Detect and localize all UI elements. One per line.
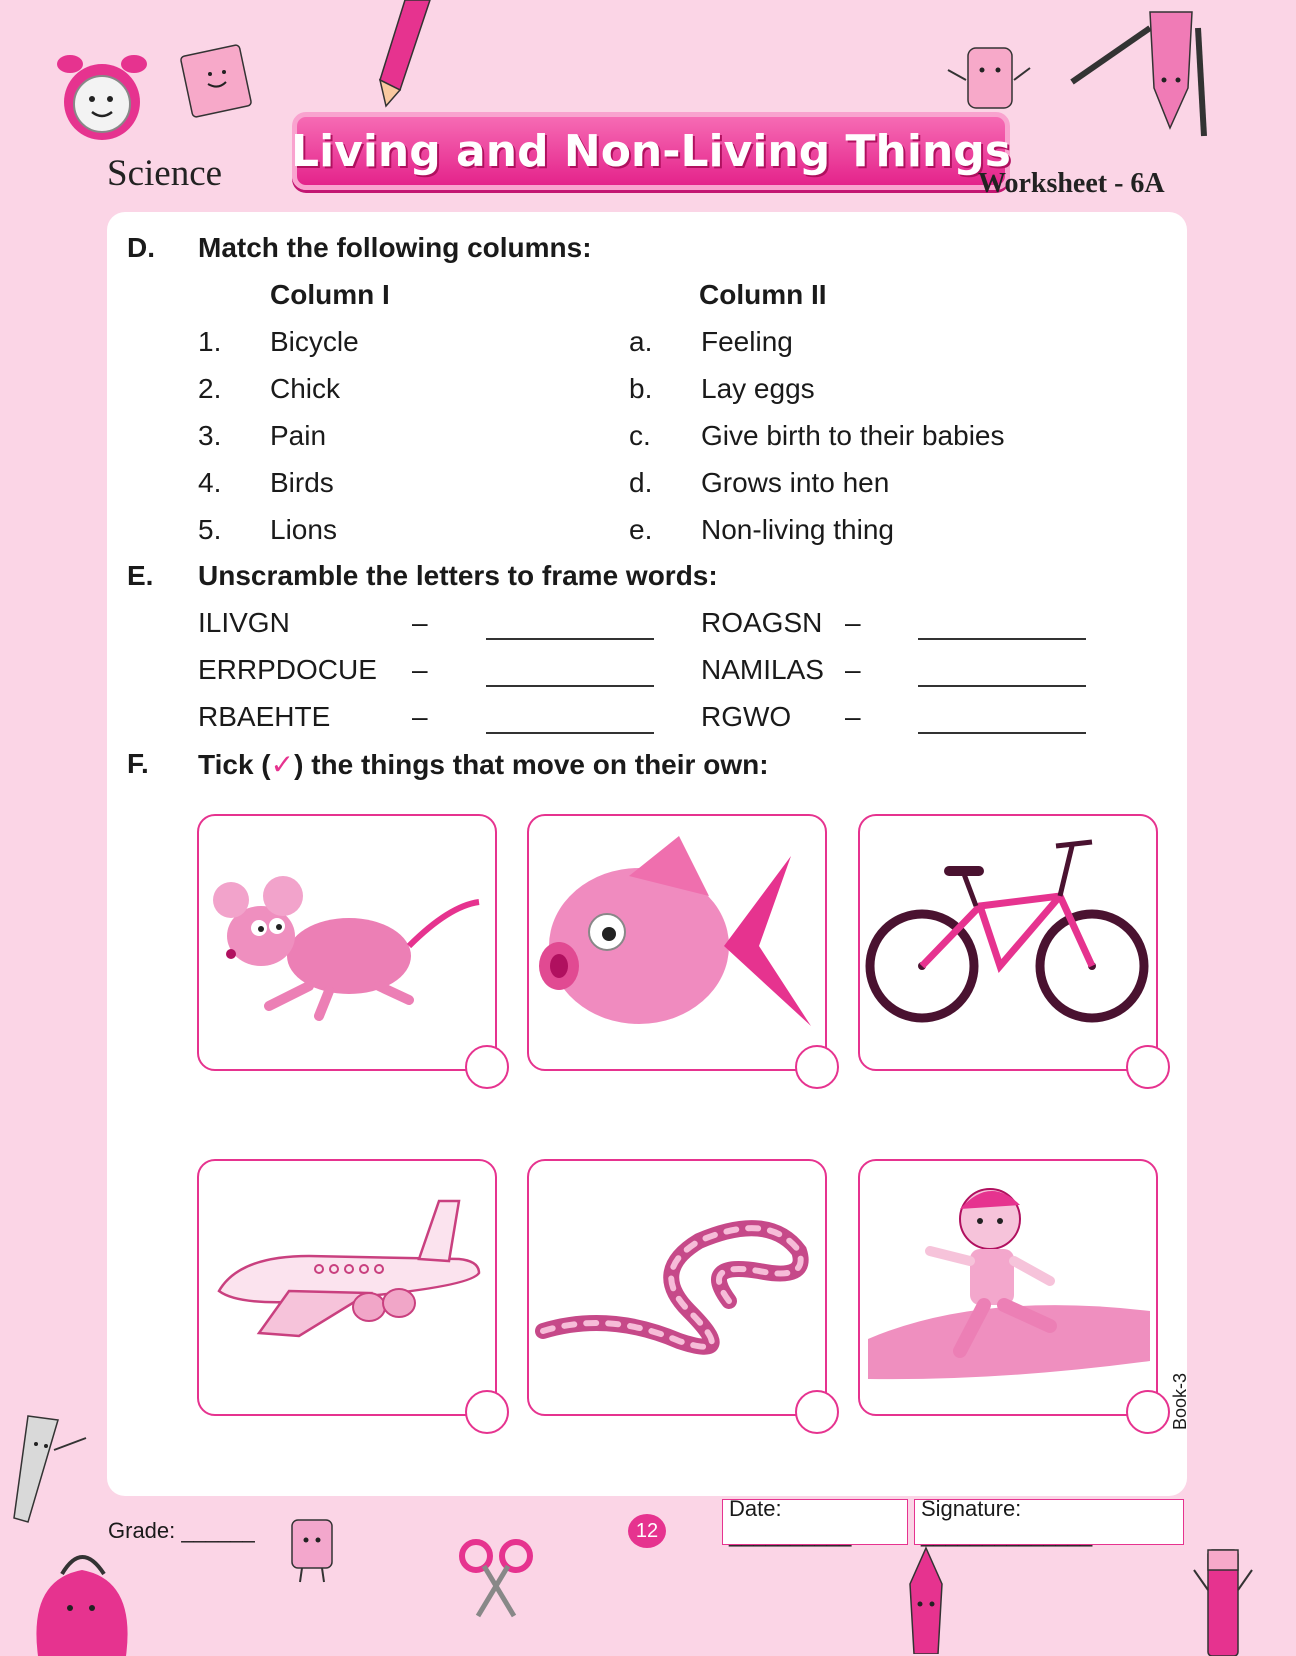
picture-card-mouse <box>197 814 497 1071</box>
match-answer: Grows into hen <box>701 467 890 498</box>
section-e-letter: E. <box>127 560 154 591</box>
scrambled-word: RBAEHTE <box>198 701 331 732</box>
heading-prefix: Tick ( <box>198 749 271 780</box>
section-f-letter: F. <box>127 748 149 779</box>
match-item: Lions <box>270 514 337 545</box>
match-item: Chick <box>270 373 341 404</box>
match-item: Pain <box>270 420 327 451</box>
bicycle-icon <box>860 816 1156 1069</box>
answer-blank[interactable] <box>918 638 1086 640</box>
column-2-header: Column II <box>699 279 827 310</box>
match-letter: a. <box>629 326 653 357</box>
bag-icon <box>18 1520 148 1656</box>
dash: – <box>845 701 861 732</box>
boy-icon <box>860 1161 1156 1414</box>
section-f-heading <box>198 748 769 781</box>
pencil-icon <box>370 0 450 110</box>
match-number: 2. <box>198 373 222 404</box>
date-field[interactable]: Date: __________ <box>722 1499 908 1545</box>
signature-field[interactable]: Signature: ______________ <box>914 1499 1184 1545</box>
match-letter: c. <box>629 420 651 451</box>
match-number: 4. <box>198 467 222 498</box>
match-item: Birds <box>270 467 334 498</box>
scissors-icon <box>456 1536 536 1620</box>
match-number: 1. <box>198 326 222 357</box>
tick-icon: ✓ <box>270 749 295 780</box>
heading-suffix: ) the things that move on their own: <box>294 749 769 780</box>
match-answer: Feeling <box>701 326 793 357</box>
match-number: 5. <box>198 514 222 545</box>
answer-blank[interactable] <box>486 685 654 687</box>
fish-icon <box>529 816 825 1069</box>
worksheet-panel <box>107 212 1187 1496</box>
answer-blank[interactable] <box>486 732 654 734</box>
answer-blank[interactable] <box>486 638 654 640</box>
scrambled-word: ERRPDOCUE <box>198 654 377 685</box>
scrambled-word: RGWO <box>701 701 792 732</box>
picture-card-snake <box>527 1159 827 1416</box>
match-letter: d. <box>629 467 653 498</box>
scrambled-word: ILIVGN <box>198 607 290 638</box>
alarm-clock-icon <box>52 44 152 154</box>
page-number: 12 <box>628 1514 666 1548</box>
mouse-icon <box>199 816 495 1069</box>
picture-card-bicycle <box>858 814 1158 1071</box>
section-d-letter: D. <box>127 232 155 263</box>
match-answer: Give birth to their babies <box>701 420 1005 451</box>
crayon-icon <box>1070 8 1220 138</box>
pencil-character-icon <box>1190 1540 1260 1656</box>
dash: – <box>845 607 861 638</box>
dash: – <box>412 701 428 732</box>
scrambled-word: NAMILAS <box>701 654 824 685</box>
match-answer: Non-living thing <box>701 514 894 545</box>
worksheet-label: Worksheet - 6A <box>978 168 1165 199</box>
sharpener-icon <box>282 1516 342 1586</box>
section-d-heading: Match the following columns: <box>198 232 592 263</box>
picture-card-fish <box>527 814 827 1071</box>
match-item: Bicycle <box>270 326 359 357</box>
match-number: 3. <box>198 420 222 451</box>
dash: – <box>845 654 861 685</box>
dash: – <box>412 607 428 638</box>
title-banner <box>292 112 1010 190</box>
picture-card-boy <box>858 1159 1158 1416</box>
match-answer: Lay eggs <box>701 373 815 404</box>
ruler-icon <box>8 1410 92 1530</box>
snake-icon <box>529 1161 825 1414</box>
page-title: Living and Non-Living Things <box>291 125 1011 177</box>
crayon-character-icon <box>886 1544 966 1654</box>
match-letter: e. <box>629 514 653 545</box>
match-letter: b. <box>629 373 653 404</box>
tick-circle[interactable] <box>465 1045 509 1089</box>
tick-circle[interactable] <box>465 1390 509 1434</box>
subject-label: Science <box>107 153 223 194</box>
scrambled-word: ROAGSN <box>701 607 823 638</box>
notepad-icon <box>172 44 262 124</box>
answer-blank[interactable] <box>918 685 1086 687</box>
tick-circle[interactable] <box>1126 1045 1170 1089</box>
aeroplane-icon <box>199 1161 495 1414</box>
tick-circle[interactable] <box>795 1390 839 1434</box>
dash: – <box>412 654 428 685</box>
tick-circle[interactable] <box>1126 1390 1170 1434</box>
column-1-header: Column I <box>270 279 390 310</box>
section-e-heading: Unscramble the letters to frame words: <box>198 560 718 591</box>
picture-card-aeroplane <box>197 1159 497 1416</box>
grade-field[interactable]: Grade: ______ <box>108 1518 255 1543</box>
book-label: Book-3 <box>1170 1372 1190 1430</box>
tick-circle[interactable] <box>795 1045 839 1089</box>
answer-blank[interactable] <box>918 732 1086 734</box>
